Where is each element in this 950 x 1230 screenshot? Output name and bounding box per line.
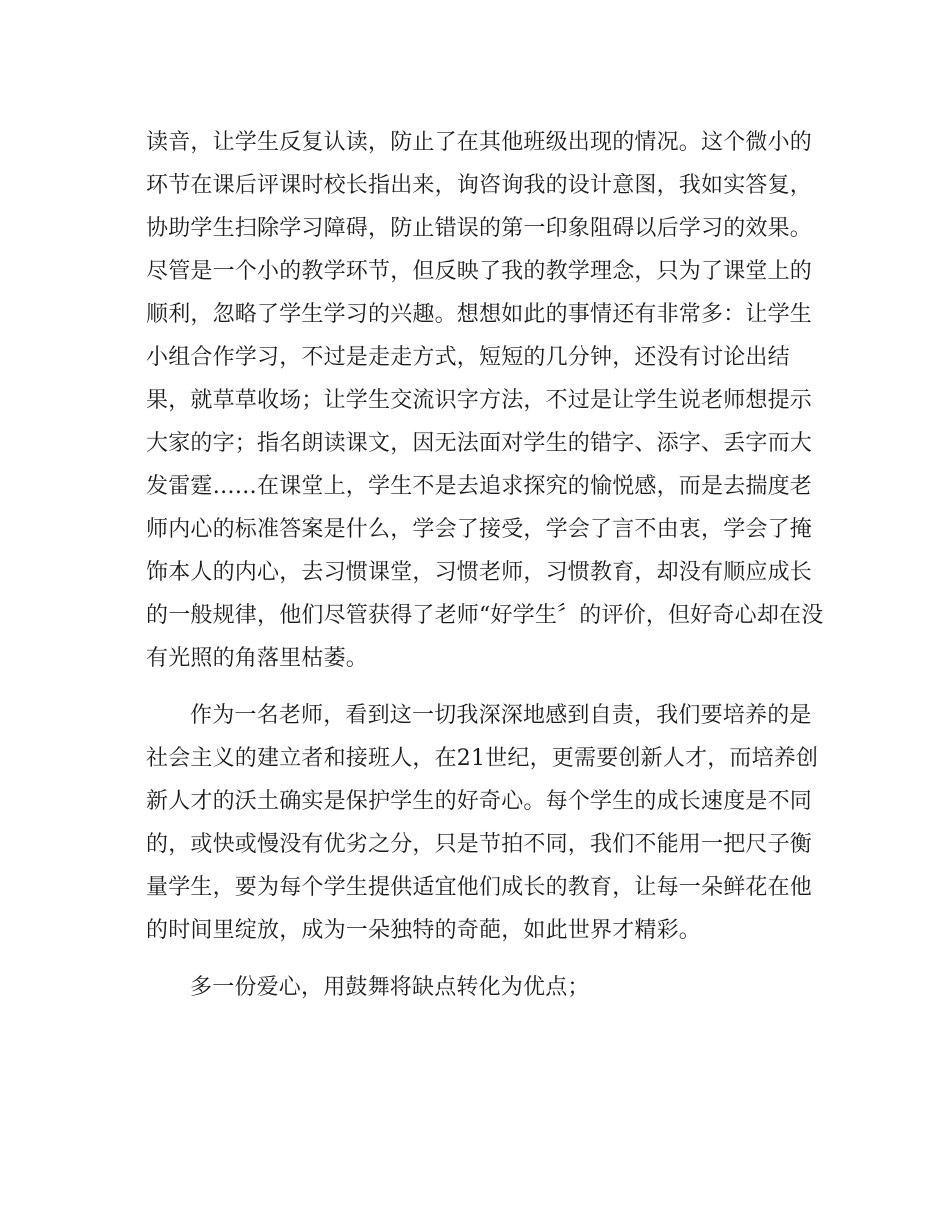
text-line: 饰本人的内心，去习惯课堂，习惯老师，习惯教育，却没有顺应成长 — [146, 560, 813, 585]
text-line: 量学生，要为每个学生提供适宜他们成长的教育，让每一朵鲜花在他 — [146, 875, 813, 900]
text-line: 师内心的标准答案是什么，学会了接受，学会了言不由衷，学会了掩 — [146, 517, 813, 542]
text-line: 大家的字；指名朗读课文，因无法面对学生的错字、添字、丢字而大 — [146, 431, 813, 456]
text-line: 果，就草草收场；让学生交流识字方法，不过是让学生说老师想提示 — [146, 388, 813, 413]
text-line: 作为一名老师，看到这一切我深深地感到自责，我们要培养的是 — [190, 703, 812, 728]
text-line: 的，或快或慢没有优劣之分，只是节拍不同，我们不能用一把尺子衡 — [146, 832, 813, 857]
text-line: 的一般规律，他们尽管获得了老师“好学生〞的评价，但好奇心却在没 — [146, 603, 824, 628]
text-line: 有光照的角落里枯萎。 — [146, 646, 369, 671]
text-line: 多一份爱心，用鼓舞将缺点转化为优点； — [190, 975, 590, 1000]
text-line: 尽管是一个小的教学环节，但反映了我的教学理念，只为了课堂上的 — [146, 259, 813, 284]
text-line: 小组合作学习，不过是走走方式，短短的几分钟，还没有讨论出结 — [146, 345, 790, 370]
text-line: 读音，让学生反复认读，防止了在其他班级出现的情况。这个微小的 — [146, 130, 813, 155]
text-line: 新人才的沃土确实是保护学生的好奇心。每个学生的成长速度是不同 — [146, 789, 813, 814]
text-line: 社会主义的建立者和接班人，在21世纪，更需要创新人才，而培养创 — [146, 746, 819, 771]
text-line: 发雷霆……在课堂上，学生不是去追求探究的愉悦感，而是去揣度老 — [146, 474, 813, 499]
text-line: 的时间里绽放，成为一朵独特的奇葩，如此世界才精彩。 — [146, 918, 702, 943]
text-line: 顺利，忽略了学生学习的兴趣。想想如此的事情还有非常多：让学生 — [146, 302, 813, 327]
text-line: 环节在课后评课时校长指出来，询咨询我的设计意图，我如实答复， — [146, 173, 813, 198]
text-line: 协助学生扫除学习障碍，防止错误的第一印象阻碍以后学习的效果。 — [146, 216, 813, 241]
